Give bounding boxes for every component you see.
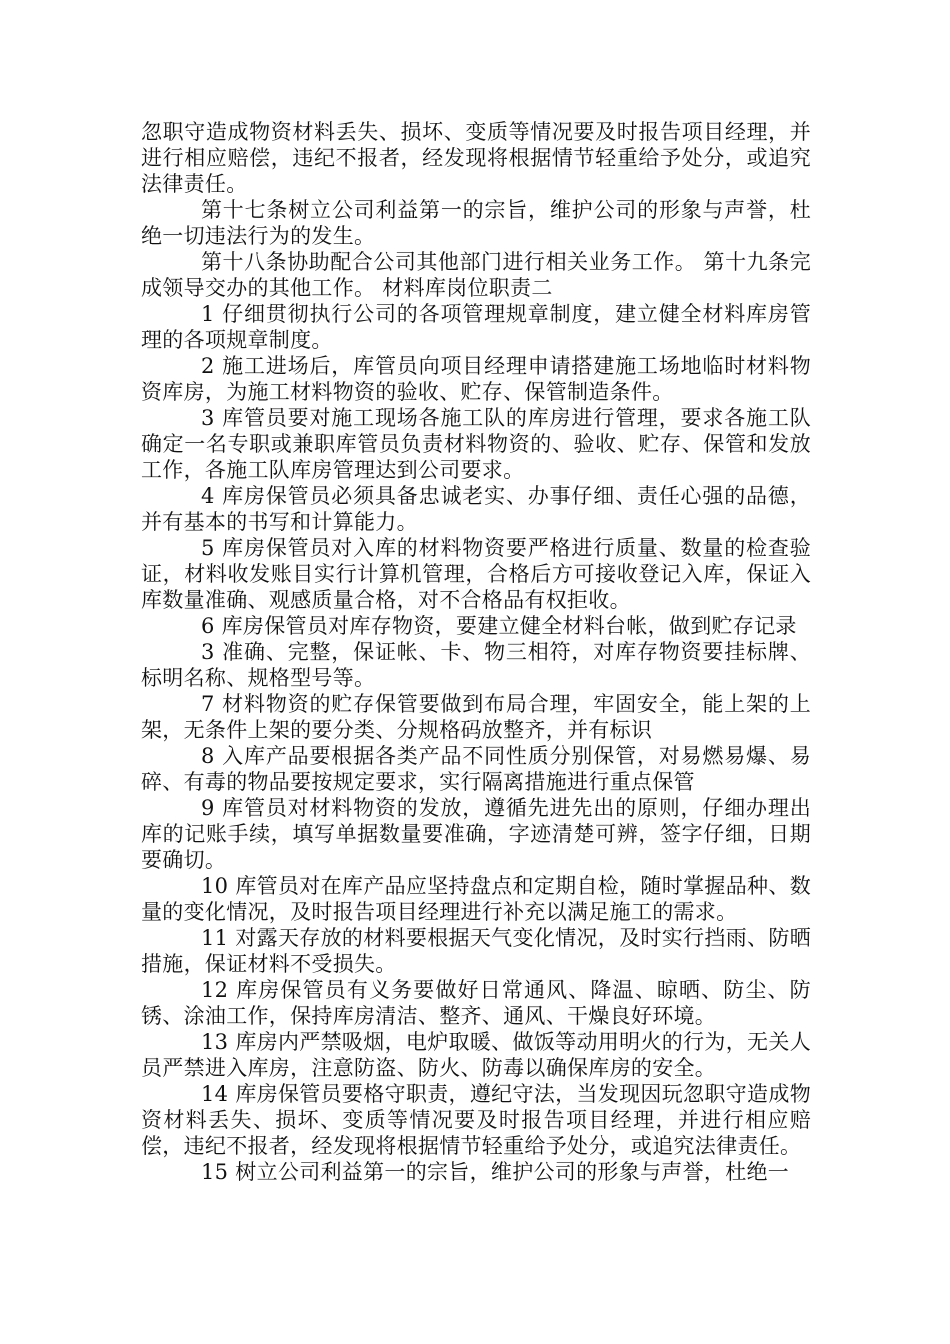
paragraph: 12 库房保管员有义务要做好日常通风、降温、晾晒、防尘、防锈、涂油工作，保持库房清洁、整齐、通风、干燥良好环境。 — [141, 978, 811, 1028]
paragraph: 14 库房保管员要格守职责，遵纪守法，当发现因玩忽职守造成物资材料丢失、损坏、变质等情况要及时报告项目经理，并进行相应赔偿，违纪不报者，经发现将根据情节轻重给予处分，或追究法律责任。 — [141, 1082, 811, 1158]
document-body — [141, 119, 811, 1185]
paragraph: 10 库管员对在库产品应坚持盘点和定期自检，随时掌握品种、数量的变化情况，及时报告项目经理进行补充以满足施工的需求。 — [141, 874, 811, 924]
paragraph: 6 库房保管员对库存物资，要建立健全材料台帐，做到贮存记录 — [201, 614, 797, 638]
paragraph: 5 库房保管员对入库的材料物资要严格进行质量、数量的检查验证，材料收发账目实行计算机管理，合格后方可接收登记入库，保证入库数量准确、观感质量合格，对不合格品有权拒收。 — [141, 536, 811, 612]
paragraph: 2 施工进场后，库管员向项目经理申请搭建施工场地临时材料物资库房，为施工材料物资的验收、贮存、保管制造条件。 — [141, 354, 811, 404]
paragraph: 3 准确、完整，保证帐、卡、物三相符，对库存物资要挂标牌、标明名称、规格型号等。 — [141, 640, 811, 690]
paragraph: 忽职守造成物资材料丢失、损坏、变质等情况要及时报告项目经理，并进行相应赔偿，违纪不报者，经发现将根据情节轻重给予处分，或追究法律责任。 — [141, 120, 811, 196]
paragraph: 1 仔细贯彻执行公司的各项管理规章制度，建立健全材料库房管理的各项规章制度。 — [141, 302, 811, 352]
paragraph: 15 树立公司利益第一的宗旨，维护公司的形象与声誉，杜绝一 — [201, 1160, 790, 1184]
paragraph: 第十八条协助配合公司其他部门进行相关业务工作。 第十九条完成领导交办的其他工作。 材料库岗位职责二 — [141, 250, 811, 300]
paragraph: 9 库管员对材料物资的发放，遵循先进先出的原则，仔细办理出库的记账手续，填写单据数量要准确，字迹清楚可辨，签字仔细，日期要确切。 — [141, 796, 811, 872]
paragraph: 4 库房保管员必须具备忠诚老实、办事仔细、责任心强的品德，并有基本的书写和计算能力。 — [141, 484, 811, 534]
paragraph: 13 库房内严禁吸烟，电炉取暖、做饭等动用明火的行为，无关人员严禁进入库房，注意防盗、防火、防毒以确保库房的安全。 — [141, 1030, 811, 1080]
paragraph: 3 库管员要对施工现场各施工队的库房进行管理，要求各施工队确定一名专职或兼职库管员负责材料物资的、验收、贮存、保管和发放工作，各施工队库房管理达到公司要求。 — [141, 406, 811, 482]
paragraph: 7 材料物资的贮存保管要做到布局合理，牢固安全，能上架的上架，无条件上架的要分类、分规格码放整齐，并有标识 — [141, 692, 811, 742]
paragraph: 11 对露天存放的材料要根据天气变化情况，及时实行挡雨、防晒措施，保证材料不受损失。 — [141, 926, 811, 976]
paragraph: 8 入库产品要根据各类产品不同性质分别保管，对易燃易爆、易碎、有毒的物品要按规定要求，实行隔离措施进行重点保管 — [141, 744, 811, 794]
paragraph: 第十七条树立公司利益第一的宗旨，维护公司的形象与声誉，杜绝一切违法行为的发生。 — [141, 198, 811, 248]
